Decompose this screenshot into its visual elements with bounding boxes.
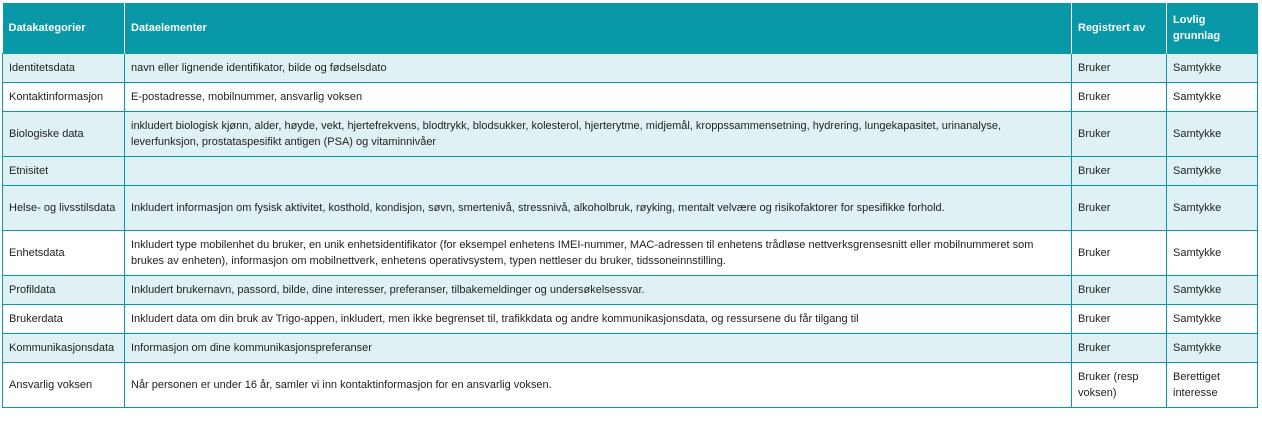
- table-row: [3, 112, 1258, 157]
- header-registrert-av: Registrert av: [1072, 3, 1167, 54]
- cell-elements: navn eller lignende identifikator, bilde og fødselsdato: [125, 54, 1072, 83]
- header-dataelementer: Dataelementer: [125, 3, 1072, 54]
- cell-registered-by: Bruker: [1072, 54, 1167, 83]
- cell-registered-by: Bruker: [1072, 334, 1167, 363]
- cell-legal-basis: Samtykke: [1167, 54, 1258, 83]
- cell-category: Kommunikasjonsdata: [3, 334, 125, 363]
- cell-legal-basis: Samtykke: [1167, 276, 1258, 305]
- cell-registered-by: Bruker (resp voksen): [1072, 363, 1167, 408]
- cell-elements: Inkludert informasjon om fysisk aktivitet, kosthold, kondisjon, søvn, smertenivå, stressnivå, alkoholbruk, røyking, mentalt velvære og risikofaktorer for spesifikke forhold.: [125, 186, 1072, 231]
- cell-category: Ansvarlig voksen: [3, 363, 125, 408]
- cell-legal-basis: Samtykke: [1167, 112, 1258, 157]
- cell-elements: [125, 157, 1072, 186]
- header-lovlig-grunnlag: Lovlig grunnlag: [1167, 3, 1258, 54]
- table-row: [3, 363, 1258, 408]
- cell-registered-by: Bruker: [1072, 231, 1167, 276]
- cell-category: Kontaktinformasjon: [3, 83, 125, 112]
- cell-elements: inkludert biologisk kjønn, alder, høyde, vekt, hjertefrekvens, blodtrykk, blodsukker, kolesterol, hjerterytme, midjemål, kroppssammensetning, hydrering, lungekapasitet, urinanalyse, leverfunksjon, prostataspesifikt antigen (PSA) og vitaminnivåer: [125, 112, 1072, 157]
- cell-registered-by: Bruker: [1072, 157, 1167, 186]
- cell-category: Helse- og livsstilsdata: [3, 186, 125, 231]
- data-categories-table: [2, 3, 1258, 408]
- table-row: [3, 334, 1258, 363]
- cell-category: Enhetsdata: [3, 231, 125, 276]
- cell-category: Etnisitet: [3, 157, 125, 186]
- cell-elements: E-postadresse, mobilnummer, ansvarlig voksen: [125, 83, 1072, 112]
- cell-registered-by: Bruker: [1072, 112, 1167, 157]
- cell-legal-basis: Samtykke: [1167, 231, 1258, 276]
- table-row: [3, 83, 1258, 112]
- cell-category: Profildata: [3, 276, 125, 305]
- cell-registered-by: Bruker: [1072, 83, 1167, 112]
- cell-registered-by: Bruker: [1072, 186, 1167, 231]
- cell-elements: Når personen er under 16 år, samler vi inn kontaktinformasjon for en ansvarlig voksen.: [125, 363, 1072, 408]
- header-datakategorier: Datakategorier: [3, 3, 125, 54]
- table-row: [3, 186, 1258, 231]
- table-row: [3, 305, 1258, 334]
- cell-legal-basis: Samtykke: [1167, 305, 1258, 334]
- table-header-row: [3, 3, 1258, 54]
- cell-legal-basis: Samtykke: [1167, 157, 1258, 186]
- cell-legal-basis: Berettiget interesse: [1167, 363, 1258, 408]
- table-row: [3, 276, 1258, 305]
- table-row: [3, 157, 1258, 186]
- cell-elements: Inkludert brukernavn, passord, bilde, dine interesser, preferanser, tilbakemeldinger og undersøkelsessvar.: [125, 276, 1072, 305]
- cell-category: Biologiske data: [3, 112, 125, 157]
- cell-elements: Informasjon om dine kommunikasjonspreferanser: [125, 334, 1072, 363]
- table-row: [3, 54, 1258, 83]
- cell-elements: Inkludert type mobilenhet du bruker, en unik enhetsidentifikator (for eksempel enhetens IMEI-nummer, MAC-adressen til enhetens trådløse nettverksgrensesnitt eller mobilnummeret som brukes av enheten), informasjon om mobilnettverk, enhetens operativsystem, typen nettleser du bruker, tidssoneinnstilling.: [125, 231, 1072, 276]
- cell-registered-by: Bruker: [1072, 276, 1167, 305]
- cell-elements: Inkludert data om din bruk av Trigo-appen, inkludert, men ikke begrenset til, trafikkdata og andre kommunikasjonsdata, og ressursene du får tilgang til: [125, 305, 1072, 334]
- table-row: [3, 231, 1258, 276]
- cell-category: Identitetsdata: [3, 54, 125, 83]
- cell-category: Brukerdata: [3, 305, 125, 334]
- cell-registered-by: Bruker: [1072, 305, 1167, 334]
- cell-legal-basis: Samtykke: [1167, 186, 1258, 231]
- cell-legal-basis: Samtykke: [1167, 83, 1258, 112]
- cell-legal-basis: Samtykke: [1167, 334, 1258, 363]
- data-categories-table-container: [2, 3, 1257, 408]
